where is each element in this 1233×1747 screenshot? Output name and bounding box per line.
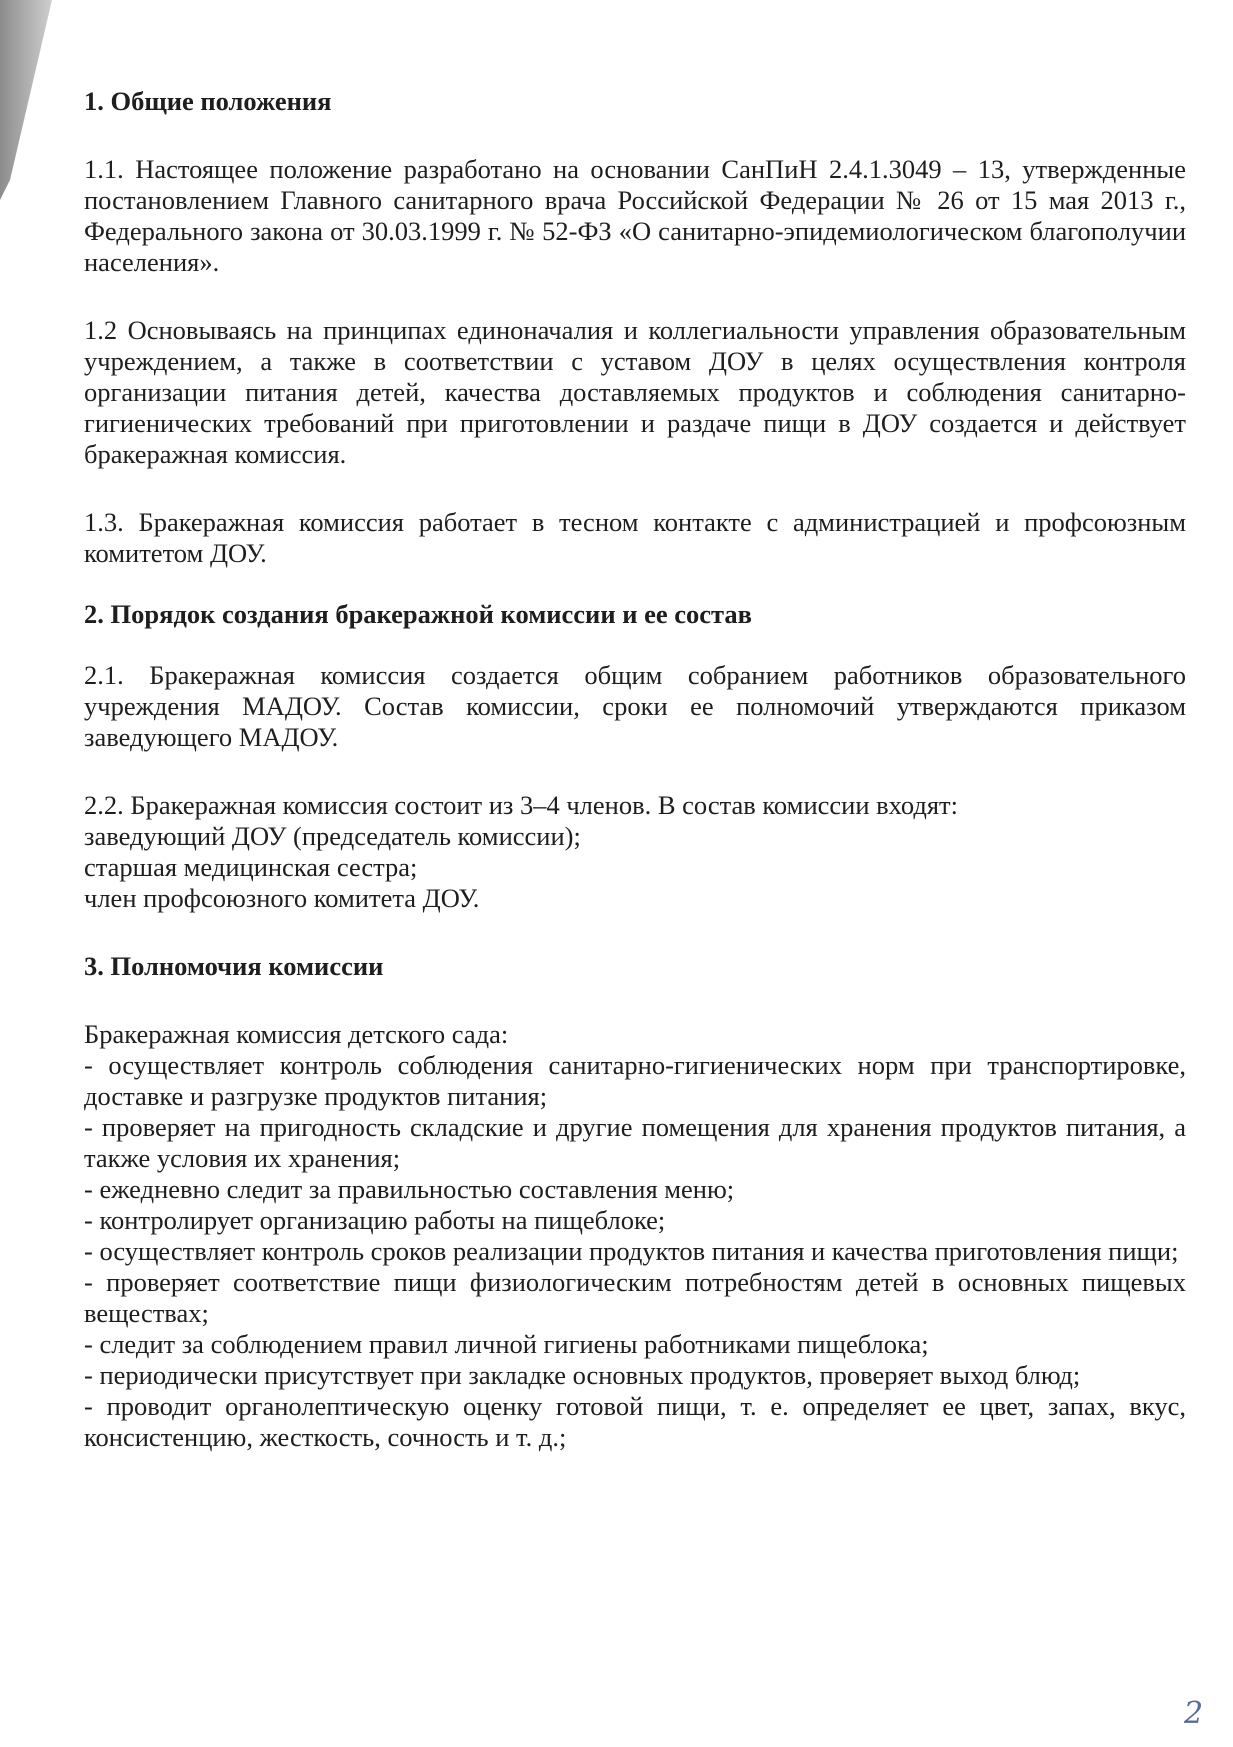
member-item: заведующий ДОУ (председатель комиссии); (84, 821, 581, 851)
authority-item: - ежедневно следит за правильностью составления меню; (84, 1174, 735, 1204)
authority-item: - осуществляет контроль сроков реализации продуктов питания и качества приготовления пищи; (84, 1236, 1179, 1266)
authority-item: - осуществляет контроль соблюдения санитарно-гигиенических норм при транспортировке, доставке и разгрузке продуктов питания; (84, 1050, 1186, 1111)
section-1-heading: 1. Общие положения (84, 86, 332, 116)
paragraph-1-3: 1.3. Бракеражная комиссия работает в тесном контакте с администрацией и профсоюзным комитетом ДОУ. (84, 507, 1186, 568)
section-2-heading: 2. Порядок создания бракеражной комиссии и ее состав (84, 599, 752, 629)
paragraph-1-1: 1.1. Настоящее положение разработано на основании СанПиН 2.4.1.3049 – 13, утвержденные постановлением Главного санитарного врача Российской Федерации № 26 от 15 мая 2013 г., Федерального закона от 30.03.1999 г. № 52-ФЗ «О санитарно-эпидемиологическом благополучии населения». (84, 154, 1186, 277)
document-page (84, 86, 1186, 1453)
paragraph-2-2-intro: 2.2. Бракеражная комиссия состоит из 3–4 членов. В состав комиссии входят: (84, 790, 958, 820)
authority-item: - контролирует организацию работы на пищеблоке; (84, 1205, 666, 1235)
authority-item: - периодически присутствует при закладке основных продуктов, проверяет выход блюд; (84, 1360, 1081, 1390)
member-item: старшая медицинская сестра; (84, 852, 418, 882)
section-3-intro: Бракеражная комиссия детского сада: (84, 1019, 509, 1049)
authority-item: - проверяет на пригодность складские и другие помещения для хранения продуктов питания, а также условия их хранения; (84, 1112, 1186, 1173)
paragraph-2-1: 2.1. Бракеражная комиссия создается общим собранием работников образовательного учреждения МАДОУ. Состав комиссии, сроки ее полномочий утверждаются приказом заведующего МАДОУ. (84, 660, 1186, 752)
paragraph-1-2: 1.2 Основываясь на принципах единоначалия и коллегиальности управления образовательным учреждением, а также в соответствии с уставом ДОУ в целях осуществления контроля организации питания детей, качества доставляемых продуктов и соблюдения санитарно-гигиенических требований при приготовлении и раздаче пищи в ДОУ создается и действует бракеражная комиссия. (84, 315, 1186, 469)
page-number: 2 (1184, 1696, 1204, 1731)
member-item: член профсоюзного комитета ДОУ. (84, 883, 480, 913)
authority-item: - следит за соблюдением правил личной гигиены работниками пищеблока; (84, 1329, 929, 1359)
scan-edge-shadow (0, 0, 60, 200)
authority-item: - проверяет соответствие пищи физиологическим потребностям детей в основных пищевых веществах; (84, 1267, 1186, 1328)
section-3-heading: 3. Полномочия комиссии (84, 951, 384, 981)
authority-item: - проводит органолептическую оценку готовой пищи, т. е. определяет ее цвет, запах, вкус, консистенцию, жесткость, сочность и т. д.; (84, 1391, 1186, 1452)
